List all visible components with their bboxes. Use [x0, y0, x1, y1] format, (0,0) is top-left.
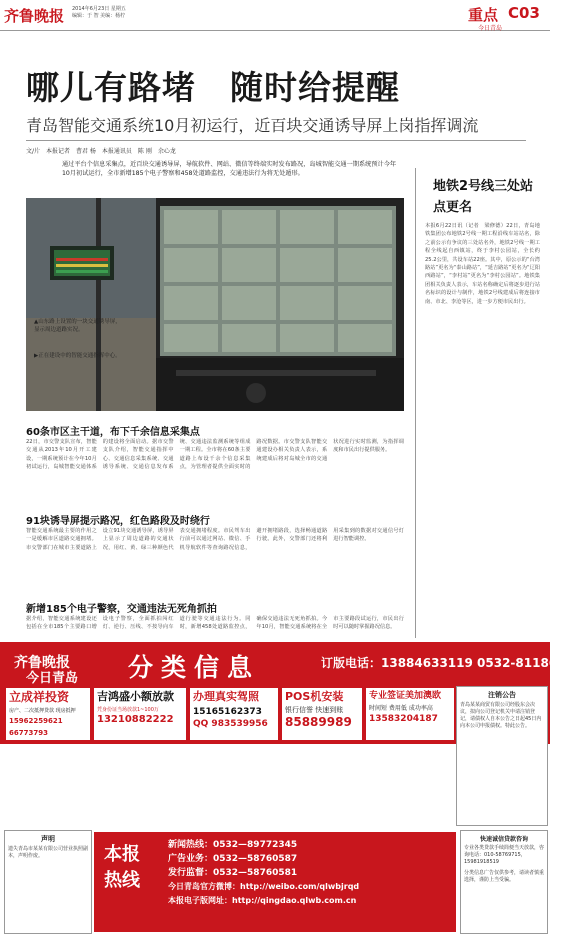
claim-text: 遗失青岛市某某有限公司营业执照副本，声明作废。 — [8, 846, 89, 859]
hotline-label: 本报热线 — [104, 844, 140, 891]
editor-line: 编辑：于 智 美编：杨柠 — [72, 13, 126, 19]
article-headline: 哪儿有路堵 随时给提醒 — [26, 68, 400, 107]
ad-phone: 85889989 — [285, 715, 352, 729]
section-body-2: 智能交通系统最主要的作用之一是缓解市区道路交通拥堵。市交警部门在城市主要道路上设立91块交通诱导屏，诱导屏上显示了周边道路的交通状况，用红、黄、绿三种颜色代表交通拥堵程度。市民驾车出行前可以通过网站、微信、手机导航软件等查询路况信息，避开拥堵路段，选择畅通道路行驶。此外，交警部门还将利用采集到的数据对交通信号灯进行智能调控。 — [26, 528, 404, 551]
photo-caption-1: ▲山东路上设置的一块交通诱导屏，显示周边道路实况。 — [34, 319, 121, 333]
divider — [26, 140, 526, 141]
notice-title: 注销公告 — [488, 691, 516, 699]
section-title-1: 60条市区主干道，布下千余信息采集点 — [26, 427, 200, 438]
section-body-3: 据介绍，智能交通系统建设还包括在全市185个主要路口增设电子警察，全面抓拍闯红灯、逆行、压线、不按导向车道行驶等交通违法行为。同时，新增458处道路监控点，确保交通违法无死角抓拍。今年10月，智能交通系统将在全市主要路段试运行，市民出行时可以随时掌握路况信息。 — [26, 616, 404, 631]
hotline-delivery: 发行监督：0532—58760581 — [168, 868, 298, 878]
section-name: 重点 — [468, 6, 499, 24]
banner-hotline: 订版电话：13884633119 0532-81186679 — [321, 656, 582, 670]
claim-title: 声明 — [41, 835, 55, 843]
banner-title: 分类信息 — [128, 653, 261, 682]
hotline-website: 本报电子版网址：http://qingdao.qlwb.com.cn — [168, 896, 357, 905]
section-body-1: 22日，市交警支队宣布，智能交通从2013年10月开工建设，一期系统预计在今年10月初试运行，岛城智能交通体系的建设将全面启动。据市交警支队介绍，智能交通指挥中心、交通信息采集系统、交通诱导系统、交通信息发布系统、交通违法监测系统等组成一期工程。全市将在60条主要道路上布设千余个信息采集点，为管理者提供全面实时的路况数据。市交警支队智能交通建设办相关负责人表示，系统建成后将对岛城全市的交通状况进行实时监测，为指挥调度和市民出行提供服务。 — [26, 439, 404, 471]
cancellation-notice — [456, 686, 548, 826]
ad-line: 凭身份证当场放款1~100万 — [97, 707, 159, 713]
section-sub: 今日青岛 — [478, 25, 503, 32]
hotline-list — [168, 838, 359, 908]
ad-box-4 — [280, 686, 364, 742]
ad-box-1 — [4, 686, 92, 742]
masthead — [0, 0, 550, 31]
issue-date: 2014年6月23日 星期五 — [72, 6, 126, 12]
service-title: 快速诚信贷款咨询 — [479, 836, 528, 843]
ad-title: 专业签证美加澳欧 — [369, 691, 442, 701]
ad-phone: 15962259621 66773793 — [9, 717, 63, 737]
ad-box-3 — [188, 686, 280, 742]
banner-logo-sub: 今日青岛 — [26, 671, 79, 686]
section-tag — [468, 2, 550, 30]
ad-line: 银行信誉 快速到账 — [285, 706, 344, 714]
ad-phone: 13210882222 — [97, 714, 174, 725]
section-title-3: 新增185个电子警察，交通违法无死角抓拍 — [26, 604, 217, 615]
notice-text: 青岛某某商贸有限公司经股东会决议，拟向公司登记机关申请注销登记，请债权人自本公告之日起45日内向本公司申报债权。特此公告。 — [460, 702, 542, 729]
ad-phone: QQ 983539956 — [193, 719, 268, 729]
ad-box-2 — [92, 686, 188, 742]
ad-phone: 13583204187 — [369, 714, 438, 724]
hotline-news: 新闻热线：0532—89772345 — [168, 840, 298, 850]
loan-service-notice — [460, 830, 548, 934]
article-subhead: 青岛智能交通系统10月初运行，近百块交通诱导屏上岗指挥调流 — [26, 116, 479, 135]
section-title-2: 91块诱导屏提示路况，红色路段及时绕行 — [26, 516, 210, 527]
ad-title: 立成祥投资 — [9, 690, 70, 704]
photo-caption-2: ▶正在建设中的智能交通指挥中心。 — [34, 353, 121, 359]
masthead-meta — [72, 6, 126, 20]
disclaimer-text: 分类信息广告仅供参考，请读者慎重选择，谨防上当受骗。 — [464, 870, 545, 883]
ad-title: 办理真实驾照 — [193, 690, 259, 703]
newspaper-logo: 齐鲁晚报 — [4, 7, 65, 25]
service-text: 专业各类贷款手续简便当天放款，咨询电话：010-58769715，15981918519 — [464, 845, 545, 865]
ad-line: 房产、二次抵押贷款 现房抵押 — [9, 708, 76, 714]
hotline-ads: 广告业务：0532—58760587 — [168, 854, 298, 864]
column-divider — [415, 168, 416, 638]
sidebar-body: 本报6月22日讯（记者 梁修德）22日，青岛地铁集团公布地铁2号线一期工程沿线车站站名，除之前公示有争议的三处站名外，地铁2号线一期工程全线起自西镇站，终于李村公园站，全长约25.2公里，共设车站22座。其中，原公示的“台湾路站”更名为“泰山路站”，“延吉路站”更名为“辽阳西路站”，“李村站”更名为“李村公园站”。地铁集团相关负责人表示，车站名称确定后将逐步进行站名标识的设计与制作，地铁2号线建成后将连接市南、市北、李沧等区，进一步方便市民出行。 — [425, 223, 540, 305]
ad-title: POS机安装 — [285, 690, 344, 703]
ad-line: 时间短 费用低 成功率高 — [369, 705, 433, 712]
ad-line: 15165162373 — [193, 707, 262, 717]
byline: 文/片 本报记者 曹君 杨 本报通讯员 陈 刚 余心龙 — [26, 148, 176, 155]
hotline-weibo: 今日青岛官方微博：http://weibo.com/qlwbjrqd — [168, 882, 360, 891]
banner-logo: 齐鲁晚报 — [14, 655, 70, 671]
claim-notice — [4, 830, 92, 934]
traffic-photo — [26, 198, 404, 411]
ad-box-5 — [364, 686, 456, 742]
ad-title: 吉鸿盛小额放款 — [97, 690, 174, 703]
page-number: C03 — [508, 4, 540, 22]
photo-illustration — [26, 198, 404, 411]
sidebar-title: 地铁2号线三处站点更名 — [433, 179, 534, 215]
article-lead: 通过平台个信息采集点，近百块交通诱导屏，导航软件、网站、微信等终端实时发布路况，岛城智能交通一期系统预计今年10月初试运行，全市新增185个电子警察和458处道路监控，交通违法行为将无处遁形。 — [62, 161, 397, 177]
